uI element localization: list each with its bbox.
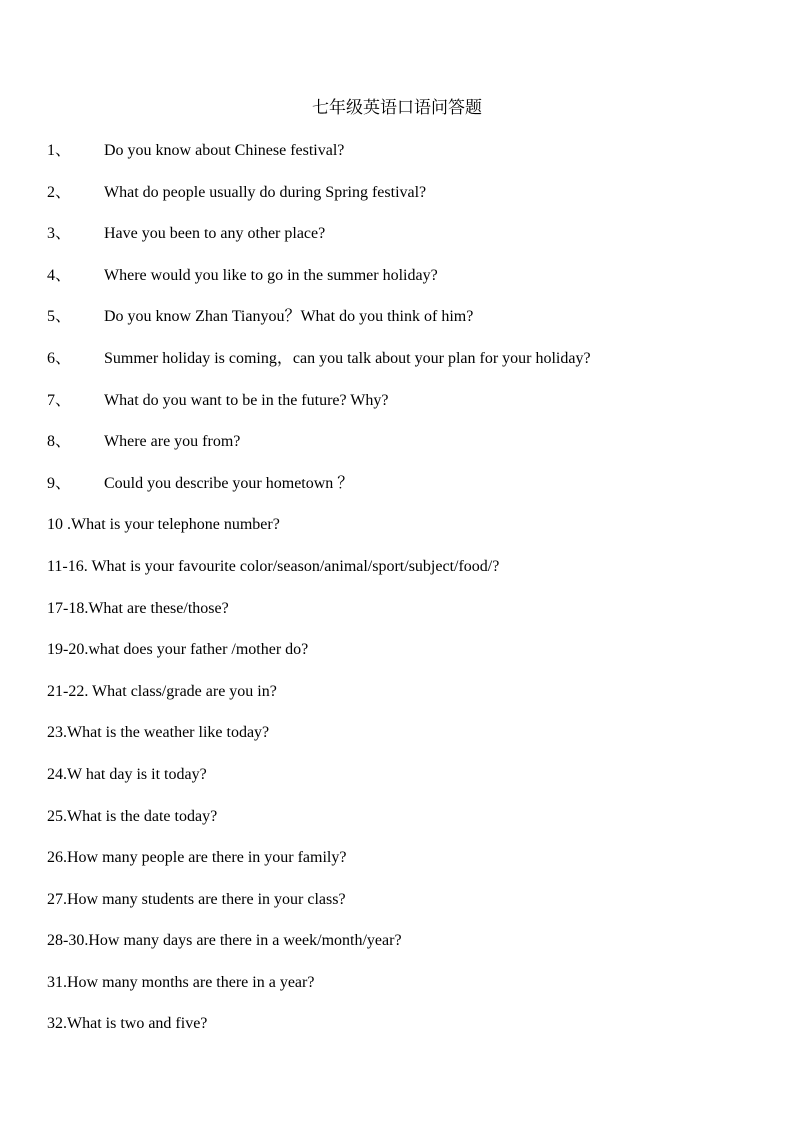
question-text: What is two and five? <box>67 1015 208 1033</box>
question-item <box>47 847 767 889</box>
question-number: 11-16. <box>47 557 88 575</box>
question-number: 31. <box>47 973 67 991</box>
question-number: 10 . <box>47 516 71 534</box>
question-text: Do you know Zhan Tianyou？What do you think of him? <box>104 308 474 326</box>
question-item <box>47 182 767 224</box>
question-number: 25. <box>47 807 67 825</box>
question-item <box>47 1013 767 1055</box>
question-number: 4、 <box>47 266 72 284</box>
question-text: What are these/those? <box>88 599 229 617</box>
question-text: Where are you from? <box>104 433 241 451</box>
question-text: Where would you like to go in the summer holiday? <box>104 266 438 284</box>
question-text: How many days are there in a week/month/year? <box>88 932 402 950</box>
question-item <box>47 265 767 307</box>
question-number: 1、 <box>47 142 72 159</box>
question-item <box>47 556 767 598</box>
question-number: 6、 <box>47 349 72 367</box>
question-text: Summer holiday is coming，can you talk about your plan for your holiday? <box>104 349 591 367</box>
question-item <box>47 972 767 1014</box>
question-item <box>47 473 767 515</box>
question-text: What is your favourite color/season/animal/sport/subject/food/? <box>87 557 500 575</box>
question-number: 3、 <box>47 225 72 243</box>
question-item <box>47 806 767 848</box>
question-number: 24. <box>47 765 67 783</box>
question-item <box>47 889 767 931</box>
question-item <box>47 681 767 723</box>
question-number: 5、 <box>47 308 72 326</box>
question-text: What do people usually do during Spring festival? <box>104 183 427 201</box>
page-title: 七年级英语口语问答题 <box>312 98 482 118</box>
question-text: How many months are there in a year? <box>67 973 315 991</box>
question-number: 26. <box>47 849 67 867</box>
question-item <box>47 639 767 681</box>
question-text: What do you want to be in the future? Why? <box>104 391 389 409</box>
question-item <box>47 514 767 556</box>
question-text: what does your father /mother do? <box>88 641 309 659</box>
question-item <box>47 764 767 806</box>
question-number: 19-20. <box>47 641 89 659</box>
question-item <box>47 598 767 640</box>
question-item <box>47 140 767 182</box>
question-text: What class/grade are you in? <box>88 682 277 700</box>
question-text: Have you been to any other place? <box>104 225 326 243</box>
question-number: 9、 <box>47 474 72 492</box>
question-text: What is the weather like today? <box>67 724 270 742</box>
question-text: What is your telephone number? <box>71 516 280 534</box>
question-item <box>47 306 767 348</box>
question-number: 32. <box>47 1015 67 1033</box>
question-number: 17-18. <box>47 599 89 617</box>
question-item <box>47 930 767 972</box>
question-text: Do you know about Chinese festival? <box>104 142 345 159</box>
question-text: W hat day is it today? <box>67 765 207 783</box>
question-number: 23. <box>47 724 67 742</box>
question-text: How many students are there in your class? <box>67 890 346 908</box>
question-list <box>47 140 767 1055</box>
question-number: 28-30. <box>47 932 89 950</box>
question-number: 21-22. <box>47 682 89 700</box>
question-number: 7、 <box>47 391 72 409</box>
question-number: 8、 <box>47 433 72 451</box>
question-text: How many people are there in your family? <box>67 849 347 867</box>
question-number: 2、 <box>47 183 72 201</box>
question-number: 27. <box>47 890 67 908</box>
question-text: Could you describe your hometown ？ <box>104 474 354 492</box>
question-item <box>47 431 767 473</box>
question-text: What is the date today? <box>67 807 218 825</box>
question-item <box>47 223 767 265</box>
question-item <box>47 390 767 432</box>
question-item <box>47 348 767 390</box>
question-item <box>47 722 767 764</box>
